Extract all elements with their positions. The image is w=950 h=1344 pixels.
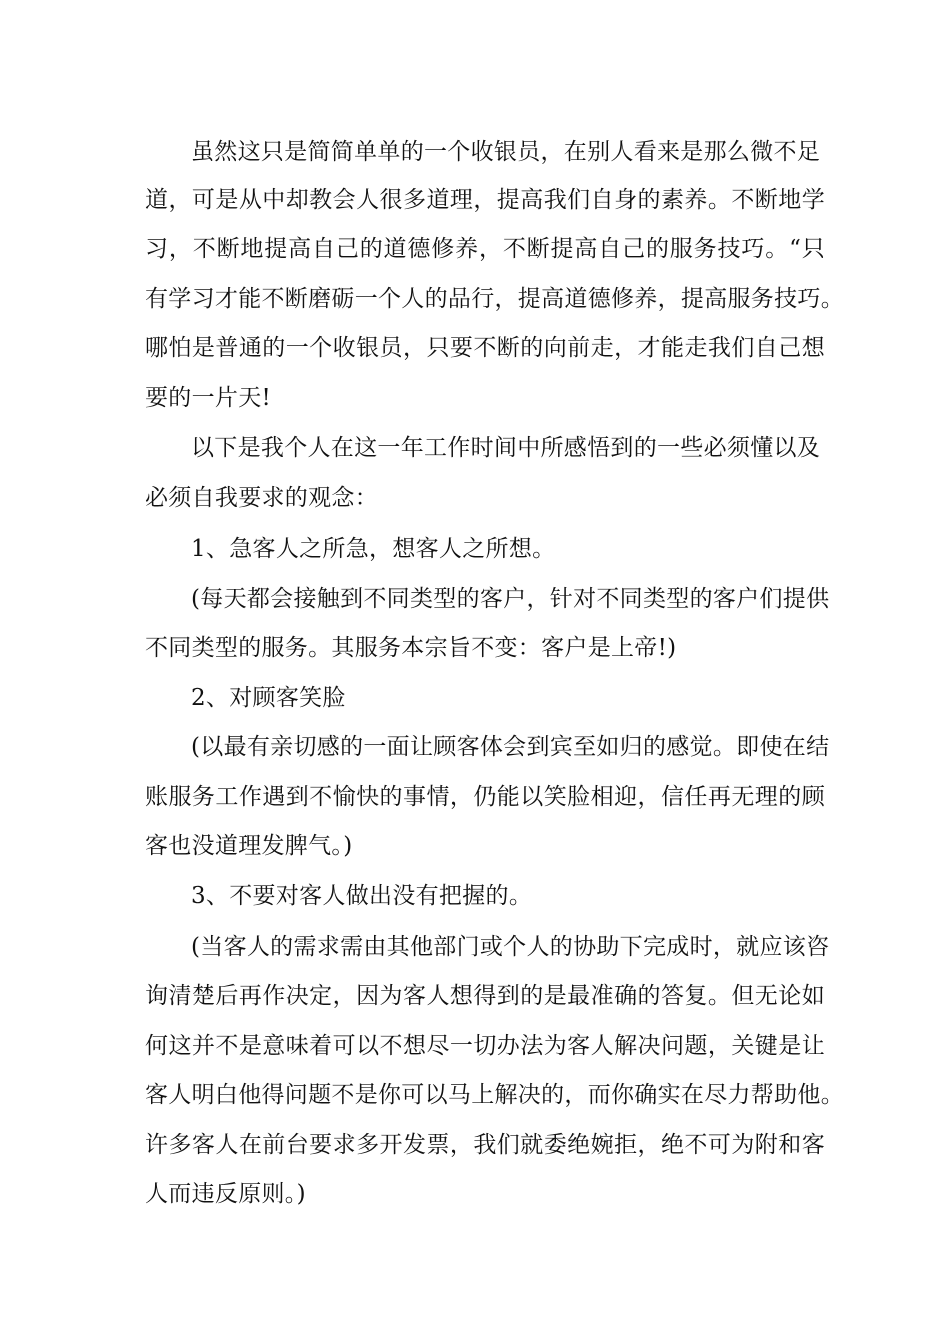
paragraph-2-line-2: 必须自我要求的观念： [145, 485, 378, 511]
item-3-note-line-3: 何这并不是意味着可以不想尽一切办法为客人解决问题，关键是让 [145, 1033, 825, 1059]
item-3-note-line-1: (当客人的需求需由其他部门或个人的协助下完成时，就应该咨 [191, 934, 830, 960]
item-2-note-line-1: (以最有亲切感的一面让顾客体会到宾至如归的感觉。即使在结 [191, 734, 830, 760]
item-3-note-line-4: 客人明白他得问题不是你可以马上解决的，而你确实在尽力帮助他。 [145, 1082, 844, 1108]
item-3-note-line-5: 许多客人在前台要求多开发票，我们就委绝婉拒，绝不可为附和客 [145, 1132, 825, 1158]
paragraph-1-line-2: 道，可是从中却教会人很多道理，提高我们自身的素养。不断地学 [145, 187, 825, 213]
item-3-heading: 3、不要对客人做出没有把握的。 [191, 883, 533, 909]
item-1-note-line-1: (每天都会接触到不同类型的客户，针对不同类型的客户们提供 [191, 586, 830, 612]
item-2-heading: 2、对顾客笑脸 [191, 685, 346, 711]
paragraph-2-line-1: 以下是我个人在这一年工作时间中所感悟到的一些必须懂以及 [191, 435, 821, 461]
item-2-note-line-2: 账服务工作遇到不愉快的事情，仍能以笑脸相迎，信任再无理的顾 [145, 784, 825, 810]
paragraph-1-line-1: 虽然这只是简简单单的一个收银员，在别人看来是那么微不足 [191, 139, 821, 165]
item-1-note-line-2: 不同类型的服务。其服务本宗旨不变：客户是上帝!) [145, 635, 677, 661]
item-3-note-line-2: 询清楚后再作决定，因为客人想得到的是最准确的答复。但无论如 [145, 983, 825, 1009]
item-2-note-line-3: 客也没道理发脾气。) [145, 833, 353, 859]
paragraph-1-line-4: 有学习才能不断磨砺一个人的品行，提高道德修养，提高服务技巧。 [145, 286, 844, 312]
paragraph-1-line-6: 要的一片天! [145, 385, 272, 411]
paragraph-1-line-3: 习，不断地提高自己的道德修养，不断提高自己的服务技巧。“只 [145, 236, 825, 262]
paragraph-1-line-5: 哪怕是普通的一个收银员，只要不断的向前走，才能走我们自己想 [145, 335, 825, 361]
item-1-heading: 1、急客人之所急，想客人之所想。 [191, 536, 556, 562]
item-3-note-line-6: 人而违反原则。) [145, 1181, 306, 1207]
